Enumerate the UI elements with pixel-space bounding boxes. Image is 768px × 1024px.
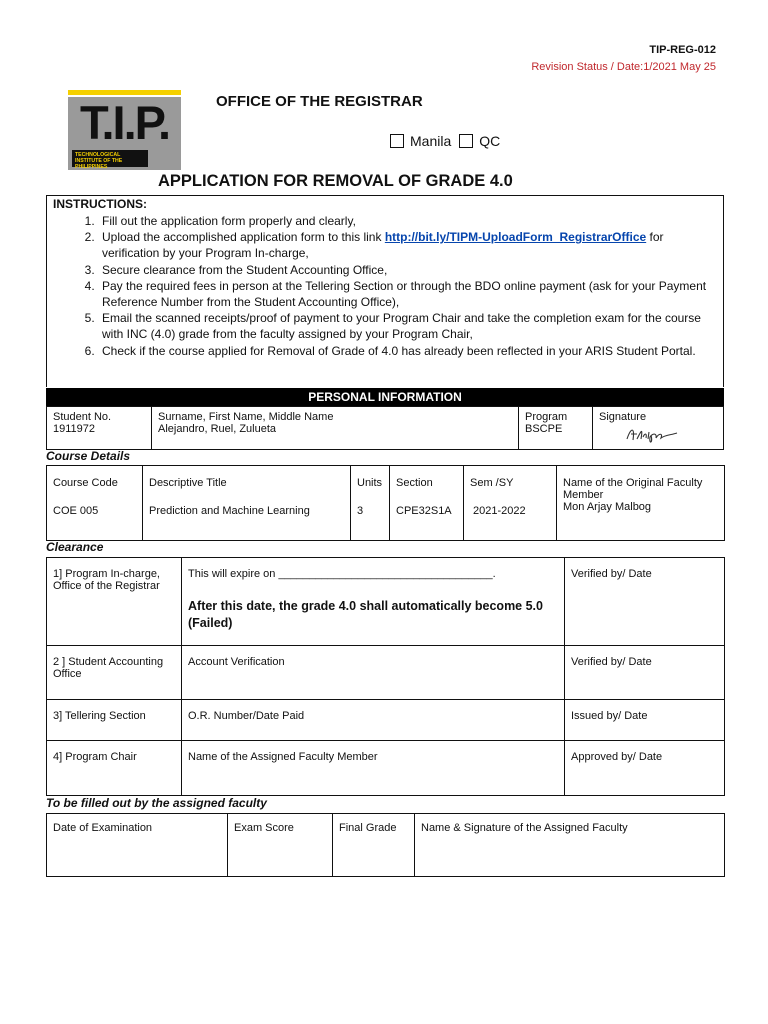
logo-subtext: TECHNOLOGICAL INSTITUTE OF THE PHILIPPINES [72,150,148,167]
clearance-task-cell[interactable]: O.R. Number/Date Paid [182,700,565,741]
exam-date-cell[interactable]: Date of Examination [47,814,228,877]
clearance-office-cell: 4] Program Chair [47,741,182,796]
instructions-box [46,195,724,387]
final-grade-cell[interactable]: Final Grade [333,814,415,877]
form-title: APPLICATION FOR REMOVAL OF GRADE 4.0 [158,172,513,190]
clearance-verify-cell[interactable]: Issued by/ Date [565,700,725,741]
faculty-signature-cell[interactable]: Name & Signature of the Assigned Faculty [415,814,725,877]
clearance-verify-cell[interactable]: Verified by/ Date [565,558,725,646]
faculty-member-cell[interactable] [557,466,725,541]
faculty-member-label: Name of the Original Faculty Member [563,477,703,501]
tip-logo [68,90,181,170]
course-code-label: Course Code [53,477,118,489]
clearance-task-cell[interactable]: Name of the Assigned Faculty Member [182,741,565,796]
course-code-value: COE 005 [53,505,99,517]
sem-sy-cell[interactable] [464,466,557,541]
section-value: CPE32S1A [396,505,452,517]
logo-text: T.I.P. [79,96,170,149]
course-code-cell[interactable] [47,466,143,541]
course-details-table [46,465,725,541]
student-no-value: 1911972 [53,423,96,435]
signature-scribble [623,423,683,445]
clearance-heading: Clearance [46,540,104,554]
descriptive-title-cell[interactable] [143,466,351,541]
instruction-item: 5. Email the scanned receipts/proof of payment to your Program Chair and take the completion exam for the course with INC (4.0) grade from the faculty assigned by your Program Chair, [98,310,723,342]
name-value: Alejandro, Ruel, Zulueta [158,423,277,435]
exam-score-cell[interactable]: Exam Score [228,814,333,877]
office-title: OFFICE OF THE REGISTRAR [216,93,423,110]
manila-label: Manila [410,133,452,149]
manila-checkbox[interactable] [390,134,404,148]
instruction-item: 6. Check if the course applied for Removal of Grade of 4.0 has already been reflected in your ARIS Student Portal. [98,343,723,359]
sem-sy-value: 2021-2022 [473,505,526,517]
name-cell[interactable] [152,407,519,450]
course-details-heading: Course Details [46,449,131,463]
units-label: Units [357,477,383,489]
descriptive-title-label: Descriptive Title [149,477,227,489]
instruction-item: 3. Secure clearance from the Student Accounting Office, [98,262,723,278]
personal-info-heading: PERSONAL INFORMATION [46,388,724,406]
instructions-list [47,213,723,359]
instruction-text: Upload the accomplished application form to this link [102,230,385,245]
student-no-label: Student No. [53,411,112,423]
instruction-item [98,229,723,261]
instructions-heading: INSTRUCTIONS: [53,197,147,211]
units-value: 3 [357,505,364,517]
clearance-office-cell: 3] Tellering Section [47,700,182,741]
section-cell[interactable] [390,466,464,541]
signature-cell[interactable] [593,407,724,450]
program-label: Program [525,411,568,423]
program-cell[interactable] [519,407,593,450]
clearance-office-cell: 1] Program In-charge, Office of the Registrar [47,558,182,646]
faculty-table [46,813,725,877]
signature-label: Signature [599,411,647,423]
clearance-verify-cell[interactable]: Verified by/ Date [565,646,725,700]
descriptive-title-value: Prediction and Machine Learning [149,505,310,517]
qc-label: QC [479,133,501,149]
form-code: TIP-REG-012 [649,44,716,56]
personal-info-table [46,406,724,450]
units-cell[interactable] [351,466,390,541]
section-label: Section [396,477,433,489]
clearance-table [46,557,725,796]
student-no-cell[interactable] [47,407,152,450]
clearance-verify-cell[interactable]: Approved by/ Date [565,741,725,796]
name-label: Surname, First Name, Middle Name [158,411,334,423]
qc-checkbox[interactable] [459,134,473,148]
clearance-office-cell: 2 ] Student Accounting Office [47,646,182,700]
upload-link[interactable]: http://bit.ly/TIPM-UploadForm_RegistrarOffice [384,230,647,245]
clearance-task-cell[interactable]: Account Verification [182,646,565,700]
faculty-section-heading: To be filled out by the assigned faculty [46,796,267,810]
instruction-text: for verification by your Program In-charge, [102,230,664,261]
instruction-item: 4. Pay the required fees in person at the Tellering Section or through the BDO online payment (ask for your Payment Reference Number from the Student Accounting Office), [98,278,723,310]
expiry-note: After this date, the grade 4.0 shall automatically become 5.0 (Failed) [188,599,543,630]
instruction-item: 1. Fill out the application form properly and clearly, [98,213,723,229]
expiry-text: This will expire on ___________________________________. [188,568,496,580]
clearance-task-cell[interactable] [182,558,565,646]
program-value: BSCPE [525,423,563,435]
revision-status: Revision Status / Date:1/2021 May 25 [531,61,716,73]
faculty-member-value: Mon Arjay Malbog [563,501,652,513]
sem-sy-label: Sem /SY [470,477,514,489]
campus-selector [390,133,508,149]
